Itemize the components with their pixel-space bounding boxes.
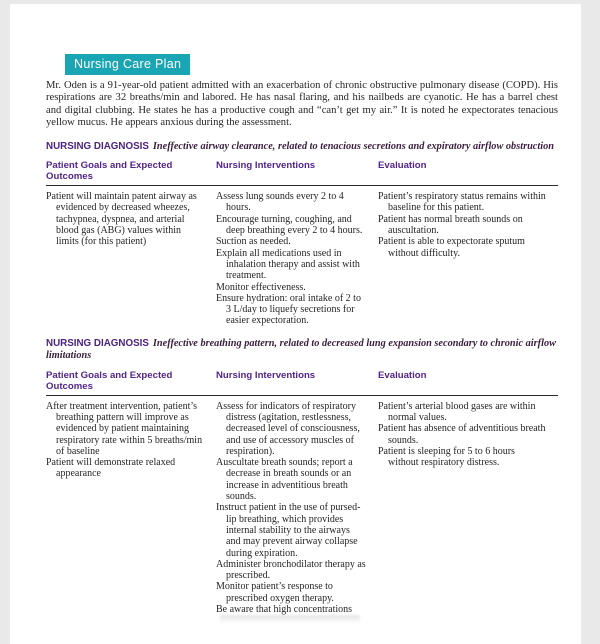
intervention-item: Administer bronchodilator therapy as prescribed. xyxy=(216,558,366,582)
diagnosis-text: Ineffective breathing pattern, related to decreased lung expansion secondary to chronic airflow limitations xyxy=(46,337,556,362)
column-header-interventions: Nursing Interventions xyxy=(216,369,316,381)
interventions-cell xyxy=(216,401,378,624)
goals-cell xyxy=(46,191,216,327)
page-title: Nursing Care Plan xyxy=(65,54,190,75)
column-header-goals: Patient Goals and Expected Outcomes xyxy=(46,160,173,183)
faded-cutoff-line xyxy=(220,615,360,623)
intervention-item: Instruct patient in the use of pursed-lip breathing, which provides internal stability to the airways and may prevent airway collapse during expiration. xyxy=(216,502,361,559)
evaluation-item: Patient has absence of adventitious breath sounds. xyxy=(378,423,546,446)
intervention-item: Explain all medications used in inhalation therapy and assist with treatment. xyxy=(216,247,360,282)
column-header-evaluation: Evaluation xyxy=(378,160,427,172)
case-intro-paragraph: Mr. Oden is a 91-year-old patient admitted with an exacerbation of chronic obstructive pulmonary disease (COPD). His respirations are 32 breaths/min and labored. He has nasal flaring, and his nailbeds are cyanotic. He has a barrel chest and digital clubbing. He states he has a productive cough and “can’t get my air.” It is noted he expectorates tenacious yellow mucus. He appears anxious during the assessment. xyxy=(46,80,558,129)
diagnosis-text: Ineffective airway clearance, related to tenacious secretions and expiratory airflow obstruction xyxy=(152,140,554,152)
care-plan-table xyxy=(46,370,558,624)
evaluation-cell xyxy=(378,191,558,327)
intervention-item: Auscultate breath sounds; report a decrease in breath sounds or an increase in adventitious breath sounds. xyxy=(216,457,353,503)
table-body-row xyxy=(46,186,558,327)
diagnosis-heading xyxy=(46,338,558,363)
intervention-item: Be aware that high concentrations xyxy=(216,604,353,616)
evaluation-item: Patient’s arterial blood gases are within normal values. xyxy=(378,400,536,423)
intervention-item: Ensure hydration: oral intake of 2 to 3 L/day to liquefy secretions for easier expectoration. xyxy=(216,292,361,327)
intervention-item: Suction as needed. xyxy=(216,236,291,248)
evaluation-item: Patient is sleeping for 5 to 6 hours without respiratory distress. xyxy=(378,445,515,469)
evaluation-item: Patient’s respiratory status remains within baseline for this patient. xyxy=(378,191,546,214)
diagnosis-label: NURSING DIAGNOSIS xyxy=(46,140,149,152)
evaluation-item: Patient is able to expectorate sputum without difficulty. xyxy=(378,236,525,259)
intervention-item: Assess lung sounds every 2 to 4 hours. xyxy=(216,191,344,214)
nursing-diagnosis-section-1 xyxy=(46,141,558,327)
diagnosis-label: NURSING DIAGNOSIS xyxy=(46,337,149,349)
goal-item: Patient will maintain patent airway as evidenced by decreased wheezes, tachypnea, dyspnea, and arterial blood gas (ABG) values within limits (for this patient) xyxy=(46,191,197,248)
evaluation-cell xyxy=(378,401,558,624)
intervention-item: Monitor patient’s response to prescribed oxygen therapy. xyxy=(216,581,334,604)
column-header-evaluation: Evaluation xyxy=(378,369,427,381)
column-header-goals: Patient Goals and Expected Outcomes xyxy=(46,369,173,392)
evaluation-item: Patient has normal breath sounds on auscultation. xyxy=(378,213,523,237)
goal-item: Patient will demonstrate relaxed appearance xyxy=(46,457,176,480)
goal-item: After treatment intervention, patient’s breathing pattern will improve as evidenced by patient maintaining respiratory rate within 5 breaths/min of baseline xyxy=(46,400,203,457)
table-body-row xyxy=(46,396,558,624)
table-header-row xyxy=(46,160,558,186)
document-page xyxy=(10,4,581,644)
nursing-diagnosis-section-2 xyxy=(46,338,558,624)
diagnosis-heading xyxy=(46,141,558,154)
intervention-item: Encourage turning, coughing, and deep breathing every 2 to 4 hours. xyxy=(216,213,363,237)
column-header-interventions: Nursing Interventions xyxy=(216,160,316,172)
care-plan-table xyxy=(46,160,558,327)
goals-cell xyxy=(46,401,216,624)
intervention-item: Monitor effectiveness. xyxy=(216,281,306,293)
table-header-row xyxy=(46,370,558,396)
intervention-item: Assess for indicators of respiratory distress (agitation, restlessness, decreased level of consciousness, and use of accessory muscles of respiration). xyxy=(216,400,360,457)
interventions-cell xyxy=(216,191,378,327)
